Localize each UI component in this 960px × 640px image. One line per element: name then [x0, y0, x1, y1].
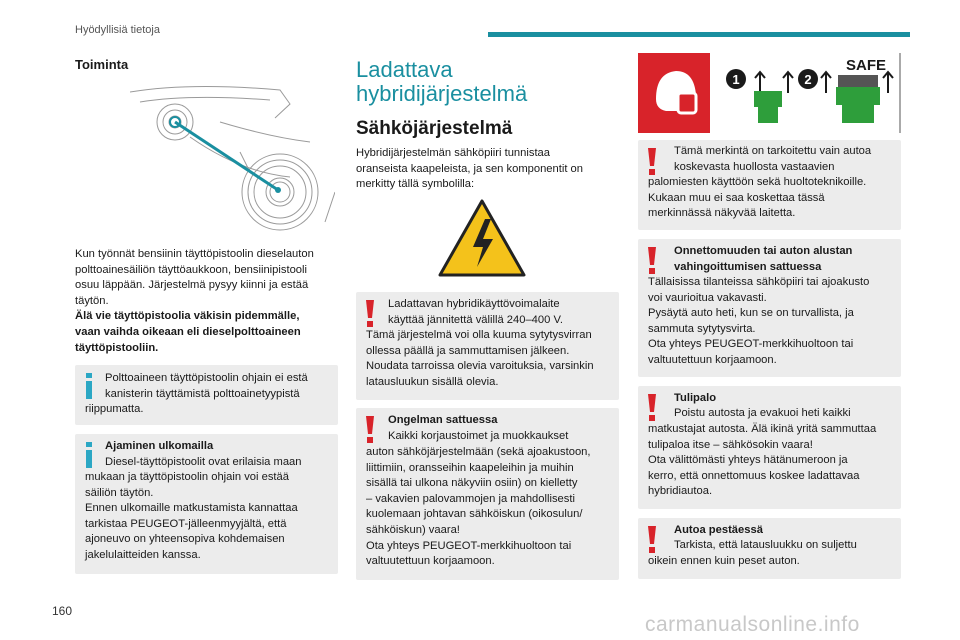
note-title: Ongelman sattuessa	[388, 414, 498, 426]
warning-note-label	[638, 140, 901, 230]
note-title: Autoa pestäessä	[674, 524, 763, 536]
section-title: Hyödyllisiä tietoja	[75, 24, 160, 36]
info-note	[75, 365, 338, 425]
body-bold-line: Älä vie täyttöpistoolia väkisin pidemmälle,	[75, 310, 300, 323]
warning-icon	[647, 148, 657, 176]
heading-line: Ladattava	[356, 57, 453, 82]
warn-line: Tämä merkintä on tarkoitettu vain autoa	[674, 145, 872, 157]
warn-line: tulipaloa itse – sähkösokin vaara!	[648, 438, 813, 451]
warn-line: Tarkista, että latausluukku on suljettu	[674, 539, 857, 551]
heading-line: hybridijärjestelmä	[356, 81, 528, 106]
warn-line: auton sähköjärjestelmään (sekä ajoakustoon,	[366, 446, 591, 458]
chapter-heading	[356, 58, 527, 106]
safe-label: SAFE	[846, 57, 887, 74]
note-title: vahingoittumisen sattuessa	[674, 260, 822, 273]
info-line: mukaan ja täyttöpistoolin ohjain voi estää	[85, 471, 289, 483]
step-2-label: 2	[804, 72, 812, 87]
warning-icon	[647, 247, 657, 275]
warn-line: latausluukun sisällä olevia.	[366, 375, 499, 388]
subheading: Sähköjärjestelmä	[356, 118, 513, 139]
high-voltage-warning-icon	[437, 197, 527, 279]
warn-line: Pysäytä auto heti, kun se on turvallista, ja	[648, 307, 854, 320]
warn-line: sähköiskun) vaara!	[366, 523, 460, 536]
info-icon	[85, 442, 93, 468]
warn-line: valtuutettuun korjaamoon.	[648, 353, 777, 366]
warning-icon	[647, 526, 657, 554]
warning-icon	[365, 416, 375, 444]
info-line: Diesel-täyttöpistoolit ovat erilaisia maan	[105, 456, 302, 468]
warn-line: hybridiautoa.	[648, 485, 713, 498]
warn-line: Poistu autosta ja evakuoi heti kaikki	[674, 407, 851, 419]
header-accent-bar	[488, 32, 910, 37]
info-line: Ennen ulkomaille matkustamista kannattaa	[85, 502, 298, 515]
note-title: Ajaminen ulkomailla	[105, 440, 214, 452]
info-line: tarkistaa PEUGEOT-jälleenmyyjältä, että	[85, 517, 287, 530]
warn-line: – vakavien palovammojen ja mahdollisesti	[366, 492, 575, 505]
body-line: osuu läppään. Järjestelmä pysyy kiinni ja estää	[75, 279, 309, 292]
section-heading-toiminta: Toiminta	[75, 57, 129, 72]
warn-line: Ota välittömästi yhteys hätänumeroon ja	[648, 454, 848, 467]
warning-icon	[365, 300, 375, 328]
warning-note-accident	[638, 239, 901, 377]
body-line: Kun työnnät bensiinin täyttöpistoolin dieselauton	[75, 248, 314, 260]
info-line: Polttoaineen täyttöpistoolin ohjain ei estä	[105, 372, 308, 384]
warn-line: Tämä järjestelmä voi olla kuuma sytytysvirran	[366, 329, 592, 341]
warn-line: voi vaurioitua vakavasti.	[648, 291, 767, 304]
page-number: 160	[52, 604, 73, 618]
warn-line: Ota yhteys PEUGEOT-merkkihuoltoon tai	[366, 539, 572, 552]
warn-line: sisällä tai ulkona näkyviin osiin) on kielletty	[366, 477, 578, 490]
warn-line: kuolemaan johtavan sähköiskun (oikosulun/	[366, 508, 583, 521]
watermark: carmanualsonline.info	[645, 613, 860, 636]
warn-line: koskevasta huollosta vastaavien	[674, 160, 835, 173]
body-bold-line: täyttöpistooliin.	[75, 341, 159, 354]
warning-note-washing	[638, 518, 901, 579]
warn-line: Kaikki korjaustoimet ja muokkaukset	[388, 430, 569, 442]
warn-line: valtuutettuun korjaamoon.	[366, 555, 495, 568]
warning-icon	[647, 394, 657, 422]
warn-line: ollessa päällä ja sammuttamisen jälkeen.	[366, 344, 570, 357]
warn-line: merkinnässä näkyvää laitetta.	[648, 207, 796, 220]
warn-line: liittimiin, oransseihin kaapeleihin ja muihin	[366, 461, 574, 474]
body-line: täytön.	[75, 294, 109, 307]
warn-line: matkustajat autosta. Älä ikinä yritä sammuttaa	[648, 423, 877, 435]
info-line: riippumatta.	[85, 403, 144, 415]
note-title: Onnettomuuden tai auton alustan	[674, 245, 853, 257]
note-title: Tulipalo	[674, 392, 717, 404]
warn-line: Tällaisissa tilanteissa sähköpiiri tai ajoakusto	[648, 276, 870, 288]
info-line: jakelulaitteiden kanssa.	[85, 548, 201, 561]
info-line: säiliön täytön.	[85, 486, 154, 499]
info-line: ajoneuvo on yhteensopiva kohdemaisen	[85, 533, 285, 546]
warn-line: sammuta sytytysvirta.	[648, 322, 756, 335]
warn-line: Ladattavan hybridikäyttövoimalaite	[388, 298, 560, 310]
info-line: kanisterin täyttämistä polttoainetyypistä	[105, 387, 300, 400]
warn-line: kerro, että onnettomuus koskee ladattavaa	[648, 469, 860, 482]
info-note-abroad	[75, 434, 338, 574]
body-line: merkitty tällä symbolilla:	[356, 178, 475, 191]
warn-line: Noudata tarroissa olevia varoituksia, varsinkin	[366, 360, 594, 373]
warning-note-fire	[638, 386, 901, 509]
warning-note	[356, 292, 619, 400]
step-1-label: 1	[732, 72, 740, 87]
info-icon	[85, 373, 93, 399]
body-line: Hybridijärjestelmän sähköpiiri tunnistaa	[356, 147, 551, 159]
warn-line: Kukaan muu ei saa koskettaa tässä	[648, 191, 825, 204]
warn-line: Ota yhteys PEUGEOT-merkkihuoltoon tai	[648, 338, 854, 351]
firefighter-safe-label-illustration	[638, 53, 902, 133]
body-bold-line: vaan vaihda oikeaan eli dieselpolttoaineen	[75, 325, 301, 338]
body-line: oranseista kaapeleista, ja sen komponentit on	[356, 162, 584, 175]
body-line: polttoainesäiliön täyttöaukkoon, bensiinipistooli	[75, 263, 307, 276]
warn-line: palomiesten käyttöön sekä huoltoteknikoille.	[648, 176, 867, 188]
fuel-filler-illustration	[130, 82, 335, 232]
warn-line: käyttää jännitettä välillä 240–400 V.	[388, 313, 563, 326]
warning-note-problem	[356, 408, 619, 580]
warn-line: oikein ennen kuin peset auton.	[648, 555, 800, 567]
